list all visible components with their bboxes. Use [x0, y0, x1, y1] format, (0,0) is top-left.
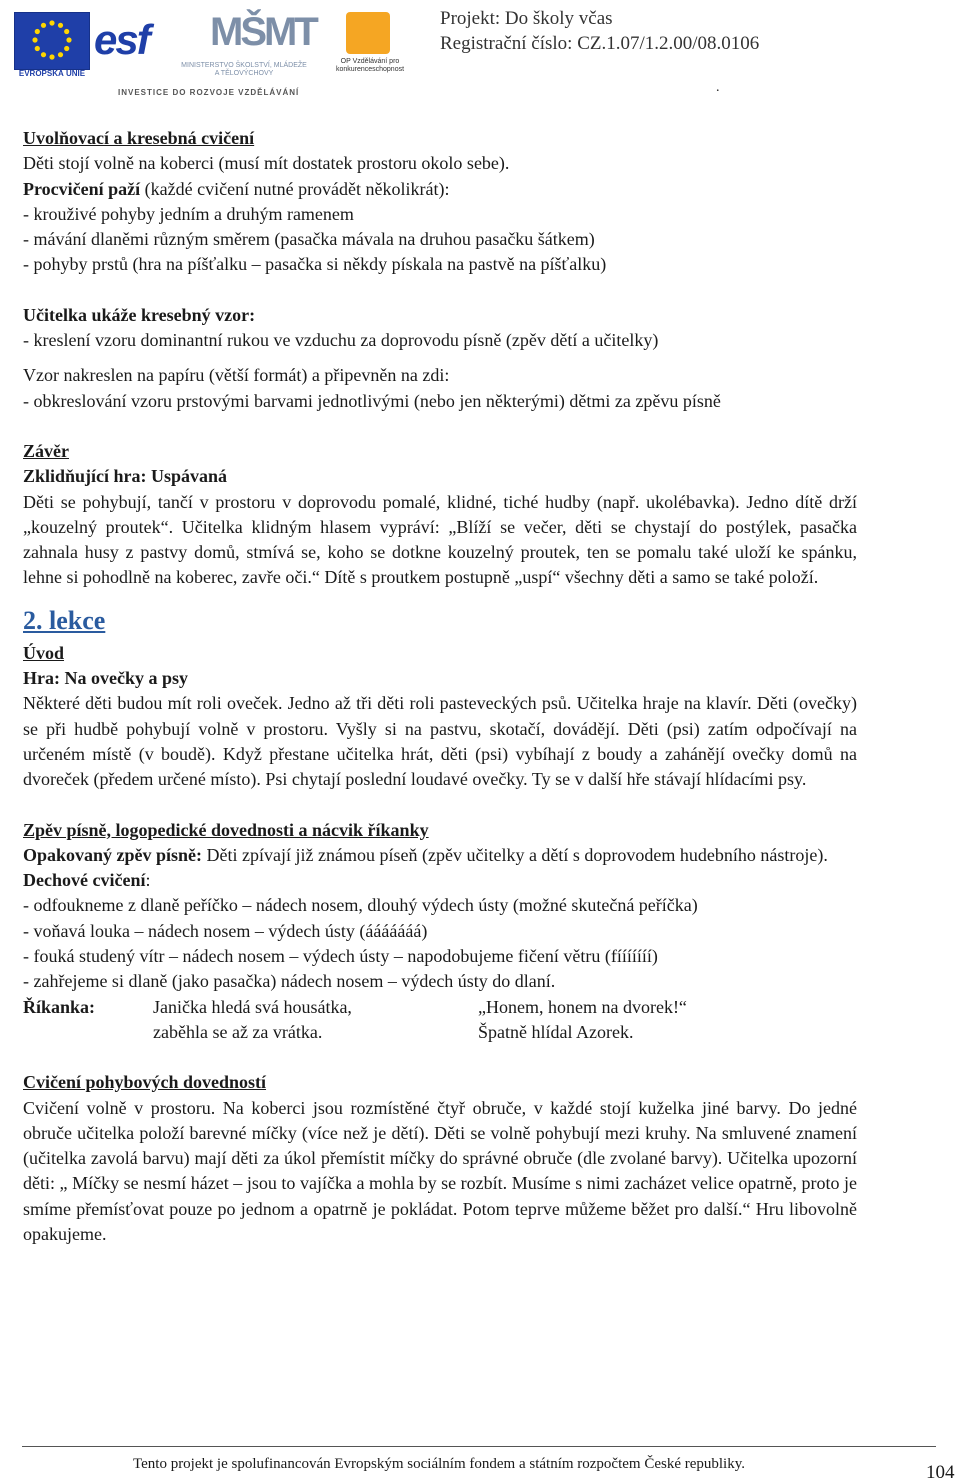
- op-logo: [328, 12, 412, 82]
- header-logos: [8, 6, 428, 102]
- list-item: - mávání dlaněmi různým směrem (pasačka mávala na druhou pasačku šátkem): [23, 229, 595, 250]
- section-heading-drawing: Učitelka ukáže kresebný vzor:: [23, 304, 256, 325]
- eu-label: EVROPSKÁ UNIE: [18, 69, 86, 78]
- paragraph: [23, 868, 857, 893]
- paragraph: Vzor nakreslen na papíru (větší formát) a připevněn na zdi:: [23, 365, 450, 386]
- page-number: 104: [926, 1462, 955, 1483]
- registration-number: Registrační číslo: CZ.1.07/1.2.00/08.0106: [440, 33, 760, 54]
- list-item: - odfoukneme z dlaně peříčko – nádech nosem, dlouhý výdech ústy (možné skutečná peříčka): [23, 895, 698, 916]
- section-heading-conclusion: Závěr: [23, 440, 69, 461]
- text-run: Děti zpívají již známou píseň (zpěv učitelky a dětí s doprovodem hudebního nástroje).: [202, 844, 828, 865]
- document-body: [23, 126, 857, 1247]
- rhyme-line: Janička hledá svá housátka,: [153, 996, 352, 1017]
- paragraph: Děti stojí volně na koberci (musí mít dostatek prostoru okolo sebe).: [23, 153, 510, 174]
- footer-divider: [22, 1446, 936, 1447]
- footer-text: Tento projekt je spolufinancován Evropským sociálním fondem a státním rozpočtem České republiky.: [133, 1456, 745, 1472]
- eu-flag-logo: [14, 12, 90, 70]
- paragraph: Děti se pohybují, tančí v prostoru v doprovodu pomalé, klidné, tiché hudby (např. ukolébavka). Jedno dítě drží „kouzelný proutek“. Učitelka klidným hlasem vypráví: „Blíží se večer, děti se chystají do postýlek, pasačka zahnala husy z pastvy domů, stmívá se, koho se dotkne kouzelný proutek, ten se pomalu také uloží ke spánku, lehne si pohodlně na koberec, zavře oči.“ Dítě s proutkem postupně „uspí“ všechny děti a samo se také položí.: [23, 491, 857, 588]
- list-item: - pohyby prstů (hra na píšťalku – pasačka si někdy pískala na pastvě na píšťalku): [23, 254, 607, 275]
- msmt-logo-text: MINISTERSTVO ŠKOLSTVÍ, MLÁDEŽE A TĚLOVÝCHOVY: [181, 62, 307, 77]
- op-logo-text: OP Vzdělávání pro konkurenceschopnost: [335, 58, 405, 73]
- section-heading-singing: Zpěv písně, logopedické dovednosti a nácvik říkanky: [23, 819, 429, 840]
- esf-logo: esf: [94, 16, 149, 63]
- msmt-logo: [180, 10, 316, 86]
- list-item: - voňavá louka – nádech nosem – výdech ústy (ááááááá): [23, 920, 428, 941]
- rhyme-line: „Honem, honem na dvorek!“: [478, 996, 687, 1017]
- paragraph: Cvičení volně v prostoru. Na koberci jsou rozmístěné čtyř obruče, v každé stojí kuželka jiné barvy. Do jedné obruče učitelka položí barevné míčky (více než je dětí). Děti se volně pohybují mezi kruhy. Na smluvené znamení (učitelka zavolá barvu) mají děti za úkol přemístit míčky do správné obruče (dle zvolané barvy). Učitelka upozorní děti: „ Míčky se nesmí házet – jsou to vajíčka a mohla by se rozbít. Musíme s nimi zacházet velice opatrně, proto je smíme přemísťovat pouze po jednom a opatrně je pokládat. Potom teprve můžeme běžet pro další.“ Hru libovolně opakujeme.: [23, 1097, 857, 1244]
- list-item: - krouživé pohyby jedním a druhým ramenem: [23, 203, 354, 224]
- game-title: Hra: Na ovečky a psy: [23, 668, 188, 689]
- section-heading-exercises: Uvolňovací a kresebná cvičení: [23, 128, 255, 148]
- bold-label: Dechové cvičení: [23, 870, 146, 891]
- lesson-title: 2. lekce: [23, 605, 106, 635]
- paragraph: [23, 177, 857, 202]
- list-item: - fouká studený vítr – nádech nosem – výdech ústy – napodobujeme fičení větru (fííííííí): [23, 946, 658, 967]
- project-info: [440, 6, 759, 56]
- section-heading-intro: Úvod: [23, 642, 65, 663]
- text-run: :: [145, 870, 151, 891]
- text-run: (každé cvičení nutné provádět několikrát):: [140, 178, 450, 199]
- rhyme-line: Špatně hlídal Azorek.: [478, 1021, 634, 1042]
- list-item: - zahřejeme si dlaně (jako pasačka) nádech nosem – výdech ústy do dlaní.: [23, 971, 556, 992]
- invest-slogan: INVESTICE DO ROZVOJE VZDĚLÁVÁNÍ: [118, 88, 300, 97]
- bold-label: Procvičení paží: [23, 178, 141, 199]
- section-heading-movement: Cvičení pohybových dovedností: [23, 1072, 267, 1093]
- op-logo-mark: [346, 12, 390, 54]
- paragraph: - obkreslování vzoru prstovými barvami jednotlivými (nebo jen některými) dětmi za zpěvu písně: [23, 390, 721, 411]
- game-title: Zklidňující hra: Uspávaná: [23, 466, 228, 487]
- paragraph: - kreslení vzoru dominantní rukou ve vzduchu za doprovodu písně (zpěv dětí a učitelky): [23, 330, 659, 351]
- project-name: Projekt: Do školy včas: [440, 8, 613, 29]
- header-dot: .: [716, 80, 720, 95]
- rhyme-label: Říkanka:: [23, 996, 96, 1017]
- msmt-logo-mark: MŠMT: [210, 10, 316, 54]
- paragraph: [23, 843, 857, 868]
- bold-label: Opakovaný zpěv písně:: [23, 844, 203, 865]
- rhyme-line: zaběhla se až za vrátka.: [153, 1021, 323, 1042]
- rhyme: [23, 995, 857, 1046]
- paragraph: Některé děti budou mít roli oveček. Jedno až tři děti roli pasteveckých psů. Učitelka hraje na klavír. Děti (ovečky) se při hudbě pohybují volně v prostoru. Vyšly si na pastvu, skotačí, dovádějí. Děti (psi) zatím odpočívají na určeném místě (v boudě). Když přestane učitelka hrát, děti (psi) vybíhají z boudy a zahánějí ovečky domů na dvoreček (předem určené místo). Psi chytají poslední loudavé ovečky. Ty se v další hře stávají hlídacími psy.: [23, 693, 857, 790]
